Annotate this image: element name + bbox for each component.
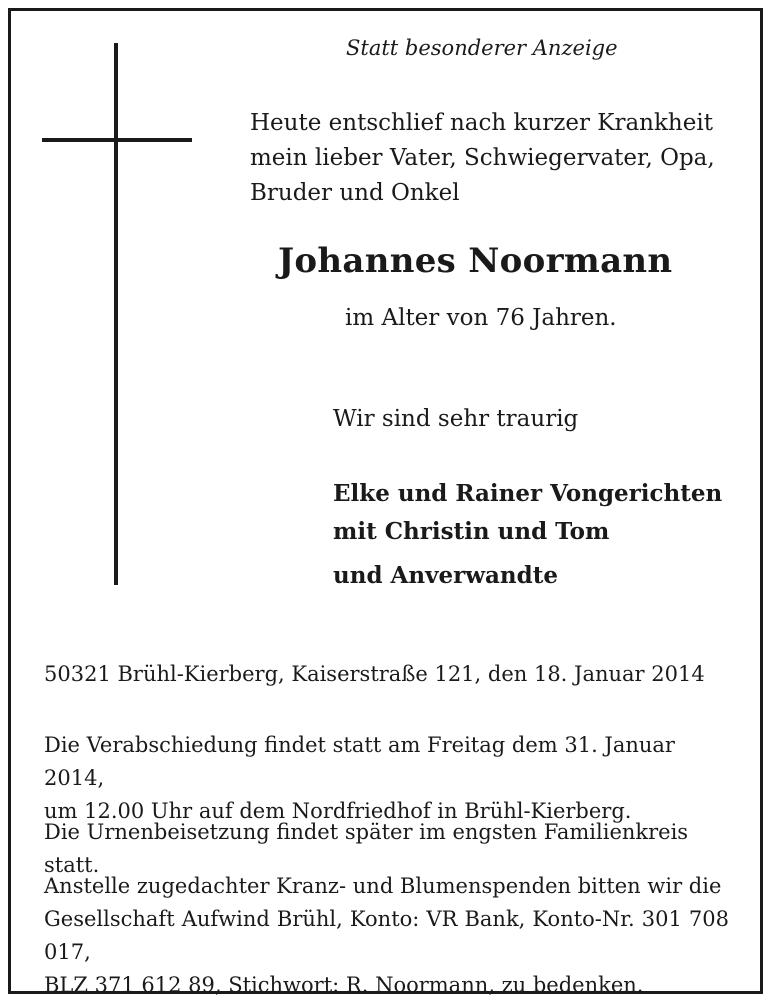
mourner-line: Elke und Rainer Vongerichten: [333, 480, 723, 507]
intro-line: Bruder und Onkel: [250, 180, 460, 206]
place-date: 50321 Brühl-Kierberg, Kaiserstraße 121, den 18. Januar 2014: [44, 662, 705, 686]
deceased-age: im Alter von 76 Jahren.: [345, 305, 617, 331]
notice-header: Statt besonderer Anzeige: [346, 36, 618, 60]
donation-line: Gesellschaft Aufwind Brühl, Konto: VR Bank, Konto-Nr. 301 708 017,: [44, 907, 729, 964]
donation-line: BLZ 371 612 89, Stichwort: R. Noormann, zu bedenken.: [44, 973, 644, 997]
intro-line: Heute entschlief nach kurzer Krankheit: [250, 110, 713, 136]
donation-request: [44, 870, 729, 1002]
mourners-list: [333, 475, 722, 551]
cross-horizontal-bar: [42, 138, 192, 142]
mourner-line: und Anverwandte: [333, 562, 558, 589]
cross-vertical-bar: [114, 43, 118, 585]
farewell-info: [44, 729, 729, 828]
donation-line: Anstelle zugedachter Kranz- und Blumenspenden bitten wir die: [44, 874, 722, 898]
intro-line: mein lieber Vater, Schwiegervater, Opa,: [250, 145, 715, 171]
mourner-line: mit Christin und Tom: [333, 518, 610, 545]
deceased-name: Johannes Noormann: [278, 241, 673, 281]
farewell-line: Die Verabschiedung findet statt am Freitag dem 31. Januar 2014,: [44, 733, 675, 790]
intro-text: [250, 106, 715, 211]
mourning-statement: Wir sind sehr traurig: [333, 406, 579, 432]
farewell-line: um 12.00 Uhr auf dem Nordfriedhof in Brühl-Kierberg.: [44, 799, 632, 823]
urn-burial-info: Die Urnenbeisetzung findet später im engsten Familienkreis statt.: [44, 820, 689, 877]
